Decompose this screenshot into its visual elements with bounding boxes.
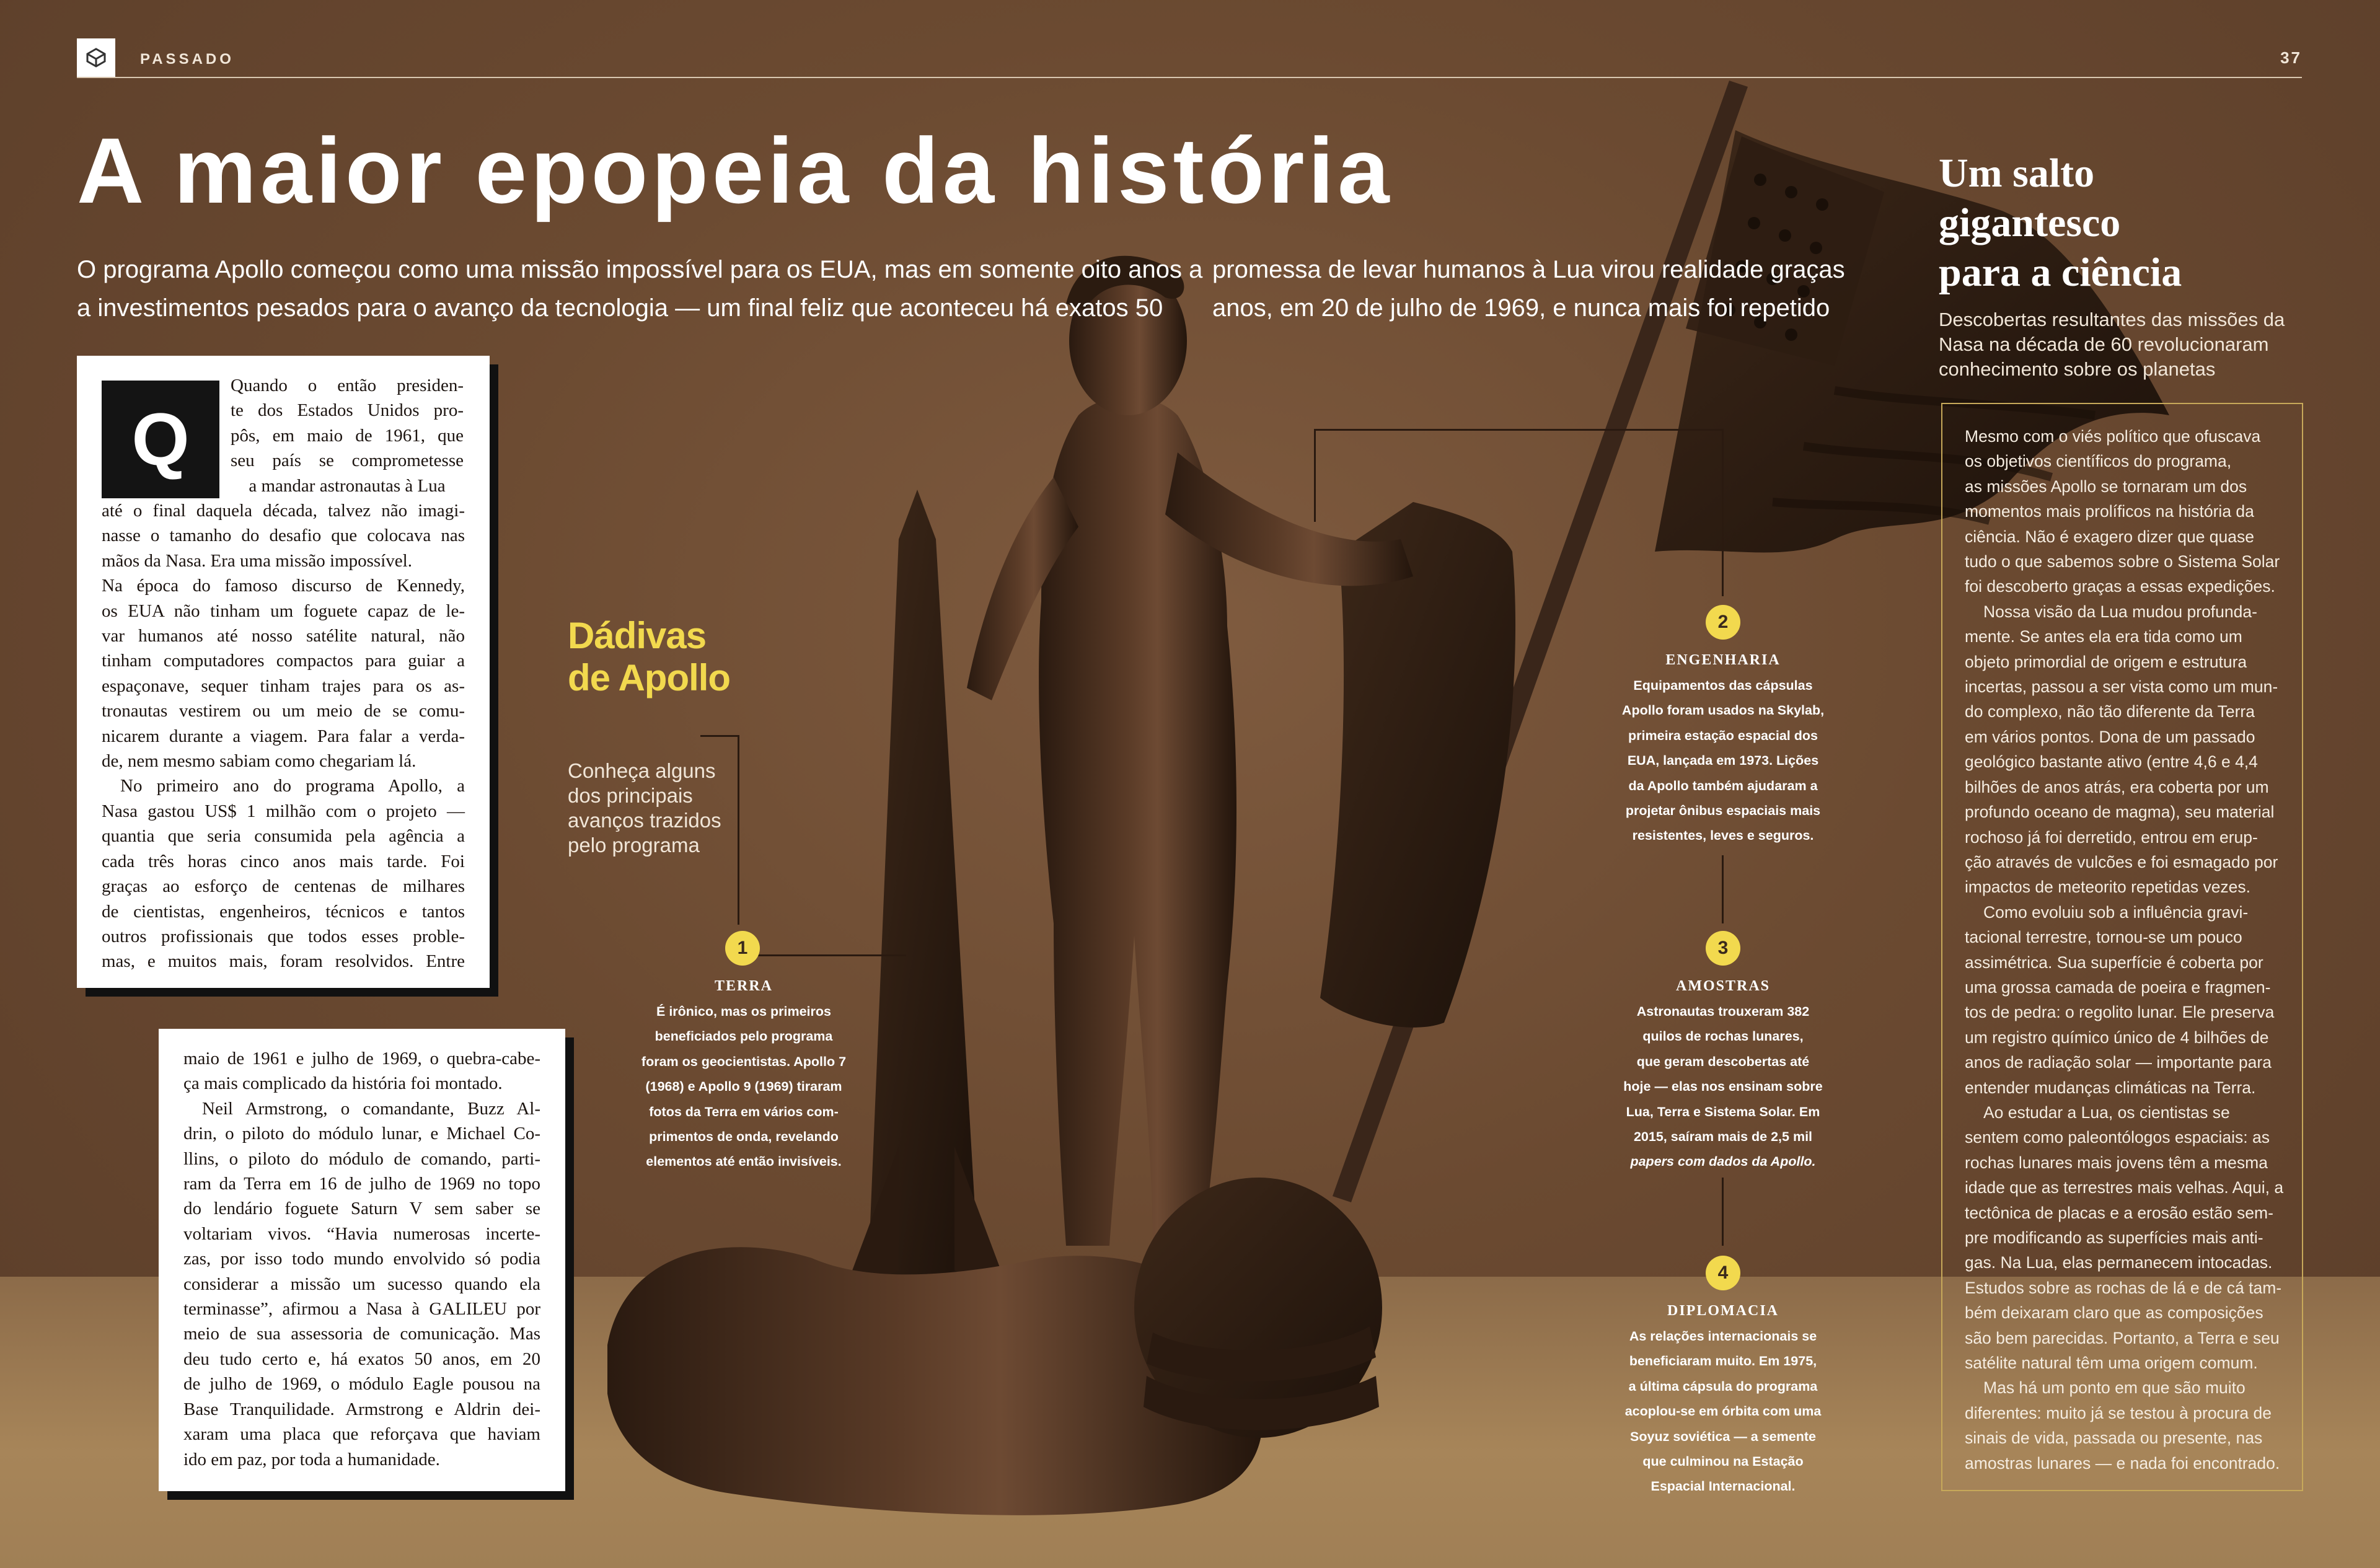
text-line: Na época do famoso discurso de Kennedy, [102, 576, 465, 596]
text-line: te dos Estados Unidos pro- [231, 400, 464, 421]
sidebar-title-line: para a ciência [1939, 250, 2182, 295]
text-line: quantia que seria consumida pela agência a [102, 826, 465, 847]
callout-line: acoplou-se em órbita com uma [1624, 1404, 1822, 1419]
sidebar-text-line: Mas há um ponto em que são muito [1983, 1378, 2246, 1398]
sidebar-text-line: mente. Se antes ela era tida como um [1965, 627, 2242, 646]
text-line: llins, o piloto do módulo de comando, parti- [183, 1148, 540, 1169]
callout-number-4: 4 [1706, 1256, 1740, 1290]
text-line: No primeiro ano do programa Apollo, a [120, 776, 465, 796]
intro-line: avanços trazidos [568, 809, 721, 832]
magazine-logo-icon [77, 38, 115, 77]
text-line: graças ao esforço de centenas de milhares [102, 876, 465, 897]
text-line: voltariam vivos. “Havia numerosas incerte- [183, 1223, 540, 1244]
connector-line [1722, 1178, 1724, 1246]
text-line: espaçonave, sequer tinham trajes para os as- [102, 676, 465, 696]
sidebar-text-line: tudo o que sabemos sobre o Sistema Solar [1965, 552, 2280, 571]
sidebar-text-line: incertas, passou a ser vista como um mun- [1965, 677, 2278, 697]
connector-line [1722, 429, 1724, 596]
text-line: Base Tranquilidade. Armstrong e Aldrin dei- [183, 1399, 540, 1419]
text-line: de, nem mesmo sabiam como chegariam lá. [102, 751, 416, 772]
page-number: 37 [2280, 48, 2302, 67]
callout-line: quilos de rochas lunares, [1642, 1029, 1804, 1044]
sidebar-text-line: tacional terrestre, tornou-se um pouco [1965, 928, 2242, 947]
text-line: deu tudo certo e, há exatos 50 anos, em 20 [183, 1349, 540, 1369]
sidebar-text-line: amostras lunares — e nada foi encontrado. [1965, 1453, 2280, 1473]
dadivas-title-line: Dádivas [568, 615, 707, 656]
text-line: até o final daquela década, talvez não imagi- [102, 501, 465, 521]
callout-line: É irônico, mas os primeiros [656, 1004, 831, 1019]
sidebar-text-line: pre modificando as superfícies mais anti- [1965, 1228, 2263, 1247]
text-line: tronautas vestirem ou um meio de se comu- [102, 701, 465, 721]
connector-line [1722, 855, 1724, 923]
callout-line: que geram descobertas até [1636, 1054, 1810, 1069]
sidebar-text-line: sinais de vida, passada ou presente, nas [1965, 1429, 2263, 1448]
text-line: xaram uma placa que reforçava que haviam [183, 1424, 540, 1445]
sidebar-text-line: tos de pedra: o regolito lunar. Ele preserva [1965, 1003, 2275, 1022]
article-title: A maior epopeia da história [77, 118, 1393, 222]
callout-line: Astronautas trouxeram 382 [1636, 1004, 1810, 1019]
text-line: outros profissionais que todos esses proble- [102, 926, 465, 946]
sidebar-text-line: Nossa visão da Lua mudou profunda- [1983, 602, 2257, 621]
text-line: ça mais complicado da história foi montado. [183, 1073, 503, 1094]
callout-line: projetar ônibus espaciais mais [1625, 803, 1821, 819]
sidebar-text-line: as missões Apollo se tornaram um dos [1965, 477, 2247, 496]
callout-line: Soyuz soviética — a semente [1630, 1429, 1816, 1444]
sidebar-text-line: Estudos sobre as rochas de lá e de cá tam- [1965, 1278, 2282, 1297]
text-line: cada três horas cinco anos mais tarde. Foi [102, 851, 465, 871]
deck-line: anos, em 20 de julho de 1969, e nunca mais foi repetido [1212, 294, 1830, 322]
sidebar-text-line: Como evoluiu sob a influência gravi- [1983, 902, 2249, 922]
callout-line: foram os geocientistas. Apollo 7 [641, 1054, 847, 1069]
sidebar-text-line: assimétrica. Sua superfície é coberta por [1965, 953, 2263, 972]
callout-line: resistentes, leves e seguros. [1632, 828, 1814, 843]
body-text-box-2 [159, 1029, 565, 1491]
sidebar-text-line: diferentes: muito já se testou à procura de [1965, 1403, 2272, 1422]
deck-line: a investimentos pesados para o avanço da tecnologia — um final feliz que aconteceu há exatos 50 [77, 294, 1163, 322]
sidebar-text-line: Mesmo com o viés político que ofuscava [1965, 427, 2261, 446]
text-line: Nasa gastou US$ 1 milhão com o projeto — [102, 801, 465, 821]
callout-body-terra [589, 999, 899, 1174]
sidebar-text-line: geológico bastante ativo (entre 4,6 e 4,4 [1965, 752, 2258, 772]
sidebar-text-line: objeto primordial de origem e estrutura [1965, 652, 2247, 671]
connector-line [1314, 429, 1316, 522]
sidebar-deck [1939, 307, 2285, 382]
text-line: var humanos até nosso satélite natural, não [102, 626, 465, 646]
sidebar-text-line: são bem parecidas. Portanto, a Terra e seu [1965, 1328, 2280, 1347]
connector-line [738, 735, 739, 925]
text-line: nicarem durante a viagem. Para falar a verda- [102, 726, 465, 746]
callout-body-amostras [1568, 999, 1878, 1174]
connector-line [700, 735, 738, 737]
callout-title-diplomacia: DIPLOMACIA [1667, 1303, 1779, 1319]
text-line: seu país se comprometesse [231, 451, 464, 471]
text-line: os EUA não tinham um foguete capaz de le- [102, 601, 465, 621]
dadivas-title [568, 615, 730, 699]
callout-line: Equipamentos das cápsulas [1633, 678, 1813, 693]
sidebar-text-line: profundo oceano de magma), seu material [1965, 803, 2275, 822]
callout-line: primeira estação espacial dos [1628, 728, 1818, 743]
text-line: maio de 1961 e julho de 1969, o quebra-cabe- [183, 1049, 540, 1068]
callout-body-engenharia [1568, 673, 1878, 848]
sidebar-text-line: sentem como paleontólogos espaciais: as [1965, 1128, 2270, 1147]
text-line: nasse o tamanho do desafio que colocava nas [102, 526, 465, 546]
sidebar-text-line: foi descoberto graças a essas expedições. [1965, 577, 2275, 596]
sidebar-text-line: do complexo, não tão diferente da Terra [1965, 702, 2255, 721]
drop-cap: Q [102, 381, 219, 498]
sidebar-text-line: rochas lunares mais jovens têm a mesma [1965, 1153, 2268, 1172]
text-line: terminasse”, afirmou a Nasa à GALILEU por [183, 1299, 540, 1319]
callout-body-diplomacia [1568, 1324, 1878, 1499]
text-line: Quando o então presiden- [231, 376, 464, 395]
text-line: meio de sua assessoria de comunicação. Mas [183, 1324, 540, 1344]
sidebar-deck-line: Nasa na década de 60 revolucionaram [1939, 333, 2269, 355]
sidebar-text-line: satélite natural têm uma origem comum. [1965, 1354, 2258, 1373]
sidebar-text-line: entender mudanças climáticas na Terra. [1965, 1078, 2256, 1097]
callout-line: a última cápsula do programa [1628, 1378, 1818, 1394]
callout-line: que culminou na Estação [1642, 1454, 1804, 1469]
sidebar-text-line: anos de radiação solar — importante para [1965, 1053, 2272, 1072]
callout-line: Apollo foram usados na Skylab, [1621, 703, 1825, 718]
sidebar-text-line: momentos mais prolíficos na história da [1965, 502, 2254, 521]
sidebar-text-line: rochoso já foi derretido, entrou em erup- [1965, 827, 2258, 847]
callout-line: EUA, lançada em 1973. Lições [1627, 753, 1819, 769]
sidebar-text-line: ção através de vulcões e foi esmagado por [1965, 852, 2278, 871]
text-line: drin, o piloto do módulo lunar, e Michael Co- [183, 1124, 540, 1144]
body-text-column [102, 498, 465, 974]
text-line: a mandar astronautas à Lua [249, 475, 446, 496]
intro-line: dos principais [568, 784, 693, 807]
callout-line: fotos da Terra em vários com- [649, 1104, 839, 1119]
dadivas-title-line: de Apollo [568, 657, 731, 698]
deck-line: promessa de levar humanos à Lua virou realidade graças [1212, 256, 1845, 283]
intro-line: Conheça alguns [568, 759, 716, 782]
header-rule [77, 77, 2302, 78]
text-line: mas, e muitos mais, foram resolvidos. Entre [102, 951, 465, 972]
sidebar-text-line: os objetivos científicos do programa, [1965, 452, 2232, 471]
callout-number-2: 2 [1706, 605, 1740, 640]
text-line: considerar a missão um sucesso quando ela [183, 1274, 540, 1294]
sidebar-text-line: idade que as terrestres mais velhas. Aqui, a [1965, 1178, 2284, 1197]
article-deck-left [77, 250, 1202, 327]
sidebar-text-line: Ao estudar a Lua, os cientistas se [1983, 1103, 2230, 1122]
sidebar-text-line: um registro químico único de 4 bilhões de [1965, 1028, 2269, 1047]
callout-line: beneficiaram muito. Em 1975, [1629, 1354, 1817, 1369]
text-line: ram da Terra em 16 de julho de 1969 no topo [183, 1174, 540, 1194]
text-line: mãos da Nasa. Era uma missão impossível. [102, 550, 412, 571]
text-line: ido em paz, por toda a humanidade. [183, 1449, 440, 1469]
callout-line: (1968) e Apollo 9 (1969) tiraram [645, 1079, 842, 1095]
callout-title-terra: TERRA [714, 978, 773, 994]
callout-title-amostras: AMOSTRAS [1675, 978, 1771, 994]
callout-line: da Apollo também ajudaram a [1628, 778, 1818, 793]
callout-number-3: 3 [1706, 931, 1740, 966]
text-line: do lendário foguete Saturn V sem saber se [183, 1199, 540, 1219]
callout-line: papers com dados da Apollo. [1630, 1154, 1816, 1169]
sidebar-text-line: gas. Na Lua, elas permanecem intocadas. [1965, 1253, 2273, 1272]
callout-line: primentos de onda, revelando [649, 1129, 839, 1145]
dropcap-wrap-text [231, 373, 464, 498]
text-line: tinham computadores compactos para guiar a [102, 651, 465, 671]
body-text-box-1 [77, 356, 490, 988]
dadivas-intro [568, 759, 721, 858]
sidebar-body [1965, 424, 2283, 1476]
callout-line: As relações internacionais se [1629, 1329, 1817, 1344]
sidebar-title-line: Um salto [1939, 151, 2095, 196]
sidebar-text-line: tectônica de placas e a erosão estão sem- [1965, 1203, 2273, 1222]
text-line: zas, por isso todo mundo envolvido só podia [183, 1249, 540, 1269]
sidebar-deck-line: conhecimento sobre os planetas [1939, 358, 2216, 380]
callout-line: Espacial Internacional. [1651, 1479, 1796, 1494]
callout-number-1: 1 [725, 931, 760, 966]
text-line: de cientistas, engenheiros, técnicos e tantos [102, 901, 465, 922]
sidebar-text-line: ciência. Não é exagero dizer que quase [1965, 527, 2254, 546]
sidebar-text-line: bilhões de anos atrás, era coberta por um [1965, 777, 2269, 796]
connector-line [757, 954, 906, 956]
sidebar-title-line: gigantesco [1939, 200, 2121, 245]
sidebar-deck-line: Descobertas resultantes das missões da [1939, 309, 2285, 330]
text-line: pôs, em maio de 1961, que [231, 425, 464, 446]
text-line: Neil Armstrong, o comandante, Buzz Al- [202, 1098, 540, 1119]
text-line: de julho de 1969, o módulo Eagle pousou na [183, 1374, 540, 1394]
callout-title-engenharia: ENGENHARIA [1665, 652, 1781, 668]
article-deck-right [1212, 250, 1845, 327]
section-label: PASSADO [140, 51, 234, 68]
sidebar-title [1939, 149, 2182, 297]
deck-line: O programa Apollo começou como uma missão impossível para os EUA, mas em somente oito anos a [77, 256, 1203, 283]
connector-line [1314, 429, 1723, 431]
callout-line: Lua, Terra e Sistema Solar. Em [1626, 1104, 1820, 1119]
sidebar-text-line: em vários pontos. Dona de um passado [1965, 727, 2255, 746]
callout-line: 2015, saíram mais de 2,5 mil [1633, 1129, 1813, 1145]
sidebar-text-line: impactos de meteorito repetidas vezes. [1965, 878, 2251, 897]
sidebar-text-line: uma grossa camada de poeira e fragmen- [1965, 977, 2271, 997]
sidebar-text-line: bém deixaram claro que as composições [1965, 1303, 2263, 1323]
callout-line: elementos até então invisíveis. [646, 1154, 842, 1169]
callout-line: hoje — elas nos ensinam sobre [1623, 1079, 1823, 1095]
callout-line: beneficiados pelo programa [654, 1029, 833, 1044]
intro-line: pelo programa [568, 834, 700, 857]
